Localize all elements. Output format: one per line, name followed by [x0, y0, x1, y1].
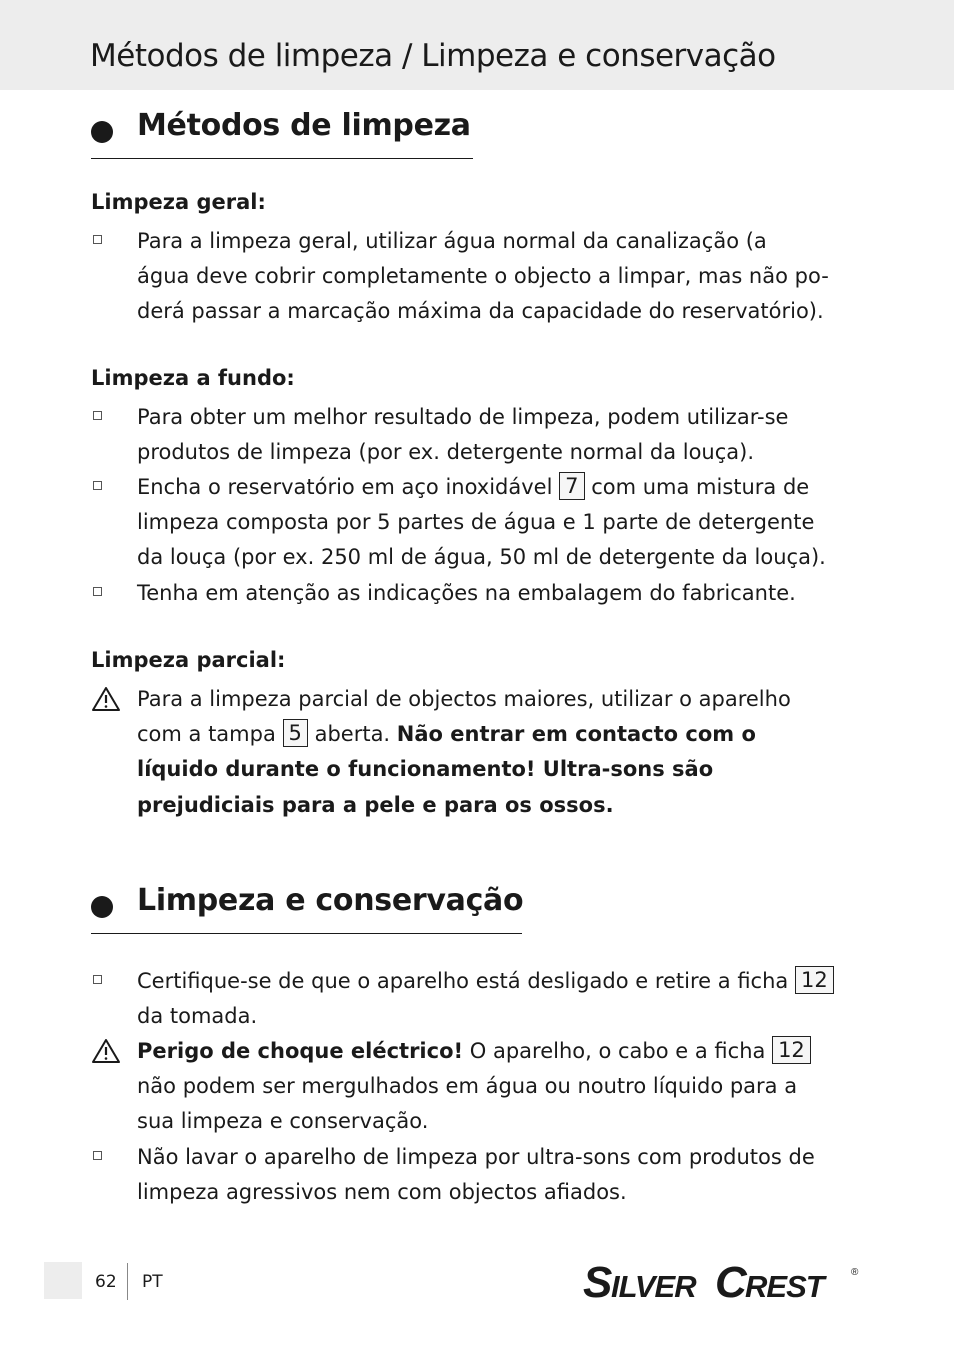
section-bullet-icon [91, 121, 113, 143]
section-bullet-icon [91, 896, 113, 918]
list-item-text: Para obter um melhor resultado de limpeza, podem utilizar-se produtos de limpeza (por ex. detergente normal da louça). [137, 405, 789, 465]
part-reference-7: 7 [559, 472, 584, 500]
subheading-limpeza-geral: Limpeza geral: [91, 190, 266, 214]
svg-text:C: C [715, 1258, 745, 1305]
list-item-text: Certifique-se de que o aparelho está desligado e retire a ficha 12 da tomada. [137, 964, 867, 1034]
warning-triangle-icon [91, 1038, 121, 1064]
section-heading-metodos [91, 108, 473, 159]
svg-text:S: S [583, 1258, 611, 1305]
section-title: Limpeza e conservação [137, 883, 524, 918]
footer-tab [44, 1262, 82, 1299]
part-reference-12: 12 [795, 966, 834, 994]
list-marker-icon [93, 411, 102, 420]
list-item-text: Encha o reservatório em aço inoxidável 7 com uma mistura de limpeza composta por 5 partes de água e 1 parte de detergente da louça (por ex. 250 ml de água, 50 ml de detergente da louça). [137, 474, 826, 570]
list-item-text: Não lavar o aparelho de limpeza por ultra-sons com produtos de limpeza agressivos nem com objectos afiados. [137, 1145, 815, 1205]
part-reference-5: 5 [283, 719, 308, 747]
silvercrest-logo [583, 1255, 863, 1305]
part-reference-12: 12 [772, 1036, 811, 1064]
warning-text: Perigo de choque eléctrico! O aparelho, o cabo e a ficha 12 não podem ser mergulhados em água ou noutro líquido para a sua limpeza e conservação. [137, 1034, 867, 1140]
section-title: Métodos de limpeza [137, 108, 471, 143]
svg-text:ILVER: ILVER [611, 1269, 696, 1304]
page-number: 62 [95, 1272, 117, 1292]
subheading-limpeza-parcial: Limpeza parcial: [91, 648, 286, 672]
list-marker-icon [93, 975, 102, 984]
list-marker-icon [93, 481, 102, 490]
list-item-text: Tenha em atenção as indicações na embalagem do fabricante. [137, 581, 796, 605]
language-code: PT [142, 1272, 163, 1292]
warning-text: Para a limpeza parcial de objectos maiores, utilizar o aparelho com a tampa 5 aberta. Não entrar em contacto com o líquido durante o funcionamento! Ultra-sons são prejudiciais para a pele e para os ossos. [137, 687, 791, 817]
list-marker-icon [93, 587, 102, 596]
footer-divider [127, 1263, 128, 1300]
subheading-limpeza-fundo: Limpeza a fundo: [91, 366, 295, 390]
list-marker-icon [93, 235, 102, 244]
page-title: Métodos de limpeza / Limpeza e conservação [90, 38, 776, 74]
warning-triangle-icon [91, 686, 121, 712]
svg-text:®: ® [851, 1267, 859, 1278]
list-marker-icon [93, 1151, 102, 1160]
list-item-text: Para a limpeza geral, utilizar água normal da canalização (a água deve cobrir completamente o objecto a limpar, mas não po- derá passar a marcação máxima da capacidade do reservatório). [137, 229, 829, 324]
section-heading-conservacao [91, 883, 522, 934]
svg-text:REST: REST [745, 1269, 824, 1304]
